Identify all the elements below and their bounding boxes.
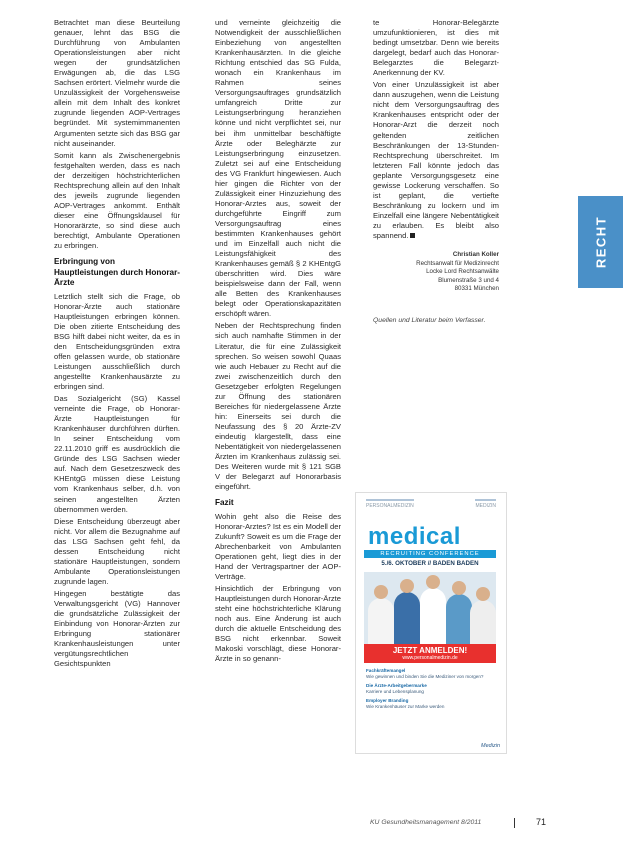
sources-note: Quellen und Literatur beim Verfasser. <box>373 317 486 324</box>
section-heading: Erbringung von Hauptleistungen durch Honorar-Ärzte <box>54 257 180 288</box>
paragraph: te Honorar-Belegärzte umzufunktionieren, ist dies mit bedingt umsetzbar. Denn wie bereits dargelegt, bedarf auch das Honorar-Belegarztes die Belegarzt-Anerkennung der KV. <box>373 18 499 78</box>
footer-divider <box>514 818 515 828</box>
ad-topic-head: Fachkräftemangel <box>366 668 406 673</box>
author-name: Christian Koller <box>452 251 499 259</box>
author-city: 80331 München <box>454 285 499 293</box>
ad-topic-text: Wie gewinnen und binden Sie die Mediziner von morgen? <box>366 674 484 679</box>
ad-date: 5./6. OKTOBER // BADEN BADEN <box>381 560 479 567</box>
ad-title: medical <box>368 523 461 550</box>
list-item <box>366 683 506 695</box>
text-column-3 <box>373 18 499 325</box>
ad-register-button[interactable] <box>364 644 496 663</box>
author-street: Blumenstraße 3 und 4 <box>438 276 499 284</box>
section-tab-label: RECHT <box>593 215 608 269</box>
paragraph: Wohin geht also die Reise des Honorar-Arztes? Ist es ein Modell der Zukunft? Soweit es um die Frage der Abrechenbarkeit von Ambulanten Operationen geht, liegt dies in der Hand der Vertragspartner der AOP-Verträge. <box>215 511 341 581</box>
journal-footer: KU Gesundheitsmanagement 8/2011 <box>370 819 482 826</box>
ad-sponsor-logo: Medizin <box>481 743 500 749</box>
paragraph: Diese Entscheidung überzeugt aber nicht. Vor allem die Bezugnahme auf das LSG Sachsen geht fehl, da dessen Entscheidung nicht stationäre Hauptleistungen, sondern Ambulante Operationsleistungen zugrunde lagen. <box>54 516 180 586</box>
section-heading: Fazit <box>215 498 234 508</box>
ad-logo-left: PERSONALMEDIZIN <box>366 499 414 509</box>
paragraph: Somit kann als Zwischenergebnis festgehalten werden, dass es nach der derzeitigen höchstrichterlichen Rechtsprechung allein auf den Inhalt des jeweils zugrunde liegenden AOP-Vertrages ankommt. Enthält dieser eine Öffnungsklausel für Honorarärzte, so sind diese auch berechtigt, Ambulante Operationen zu erbringen. <box>54 150 180 251</box>
paragraph <box>373 80 499 241</box>
paragraph: Betrachtet man diese Beurteilung genauer, lehnt das BSG die Durchführung von Ambulanten Operationsleistungen aber nicht wegen der grundsätzlichen Erwägungen ab, die das LSG Sachsen erörtert. Vielmehr wurde die Unzulässigkeit der Vorgehensweise allein mit dem Inhalt des konkret zugrunde liegenden AOP-Vertrages begründet. Mit systemimmanenten Argumenten setzte sich das BSG gar nicht auseinander. <box>54 18 180 148</box>
ad-photo <box>364 572 496 644</box>
paragraph-text: Von einer Unzulässigkeit ist aber dann auszugehen, wenn die Leistung nicht dem Versorgungsauftrag des Krankenhauses entspricht oder der Honorar-Arzt die derzeit noch geltenden zeitlichen Beschränkungen der 13-Stunden-Rechtsprechung überschreitet. Im letzteren Fall könnte jedoch das geplante Versorgungsgesetz eine gewisse Lockerung verschaffen. So ist geplant, die vertiefte Beschränkung zu lockern und im Einzelfall eine längere Nebentätigkeit zu erlauben. Es bleibt also spannend. <box>373 80 499 240</box>
page-number: 71 <box>536 817 547 827</box>
person-figure <box>368 598 394 644</box>
text-column-2 <box>215 18 341 666</box>
ad-topic-list <box>366 668 506 710</box>
paragraph: Hingegen bestätigte das Verwaltungsgericht (VG) Hannover die grundsätzliche Zulässigkeit der Einbindung von Honorar-Ärzten zur Erbringung stationärer Krankenhausleistungen unter vergütungsrechtlichen Gesichtspunkten <box>54 588 180 669</box>
person-figure <box>394 592 420 644</box>
ad-topic-head: Die Ärzte-Arbeitgebermarke <box>366 683 427 688</box>
ad-logo-right: MEDIZIN <box>475 499 496 509</box>
paragraph: Letztlich stellt sich die Frage, ob Honorar-Ärzte auch stationäre Hauptleistungen erbringen können. Die oben zitierte Entscheidung des BSG hilft dabei nicht weiter, da es in den Entscheidungsgründen extra offen gelassen wurde, ob stationäre Leistungen ausschließlich durch angestellte Krankenhausärzte zu erbringen sind. <box>54 291 180 391</box>
author-signature <box>373 251 499 294</box>
author-firm: Locke Lord Rechtsanwälte <box>426 268 499 276</box>
ad-topic-head: Employer Branding <box>366 698 409 703</box>
paragraph: Das Sozialgericht (SG) Kassel verneinte die Frage, ob Honorar-Ärzte Hauptleistungen für Krankenhäuser durchführen dürften. In seiner Entscheidung vom 22.11.2010 griff es ausdrücklich die Gründe des LSG Sachsen wieder auf. Nach dem Gesetzeszweck des KHEntgG müssen diese Leistung vom Krankenhaus selber, d.h. von seinen angestellten Ärzten übernommen werden. <box>54 394 180 514</box>
section-tab <box>578 196 623 288</box>
author-title: Rechtsanwalt für Medizinrecht <box>416 259 499 267</box>
end-mark-icon <box>410 233 415 238</box>
advertisement[interactable] <box>355 492 507 754</box>
text-column-1 <box>54 18 180 671</box>
paragraph: und verneinte gleichzeitig die Notwendigkeit der ausschließlichen Einbeziehung von angestellten Krankenhausärzten. In die gleiche Richtung entschied das SG Fulda, wonach ein Krankenhaus im Rahmen seines Versorgungsauftrages grundsätzlich umfangreich Dritte zur Leistungserbringung heranziehen könne und nicht verpflichtet sei, nur bei ihm unmittelbar beschäftigte Ärzte oder Beleghärzte zur Leistungserbringung einzusetzen. Zuletzt sei auf eine Entscheidung des VG Frankfurt hingewiesen. Auch hier gingen die Richter von der Zulässigkeit einer Hinzuziehung des Honorar-Arztes aus, soweit der durchgeführte Eingriff zum Versorgungsauftrag eines bestimmten Krankenhauses gehört und im Einzelfall auch nicht die Leistungsfähigkeit des Krankenhauses gemäß § 2 KHEntgG überschritten wird. Dies wäre beispielsweise dann der Fall, wenn alle Betten des Krankenhauses belegt oder Operationskapazitäten erschöpft wären. <box>215 18 341 319</box>
person-figure <box>446 594 472 644</box>
list-item <box>366 668 506 680</box>
paragraph: Neben der Rechtsprechung finden sich auch namhafte Stimmen in der Literatur, die für eine Zulässigkeit sprechen. So weisen sowohl Quaas wie auch Hebauer zu Recht auf die zwei zwischenzeitlich durch den Gesetzgeber erfolgten Regelungen zur Öffnung des stationären Bereiches für niedergelassene Ärzte hin: Einerseits sei durch die Neufassung des § 20 Ärzte-ZV eindeutig klargestellt, dass eine Nebentätigkeit von niedergelassenen Ärzten im Krankenhaus zulässig sei. Des Weiteren wurde mit § 121 SGB V der Belegarzt auf Honorarbasis eingeführt. <box>215 321 341 492</box>
list-item <box>366 698 506 710</box>
ad-topic-text: Karriere und Lebensplanung <box>366 689 424 694</box>
ad-topic-text: Wie Krankenhäuser zur Marke werden <box>366 704 445 709</box>
ad-subtitle: RECRUITING CONFERENCE <box>364 550 496 558</box>
ad-logos <box>356 493 506 509</box>
paragraph: Hinsichtlich der Erbringung von Hauptleistungen durch Honorar-Ärzte steht eine höchstrichterliche Klärung noch aus. Eine Änderung ist auch durch die aktuelle Entscheidung des BSG nicht erkennbar. Soweit Makoski vorschlägt, diese Honorar-Ärzte in so genann- <box>215 584 341 664</box>
ad-cta-label: JETZT ANMELDEN! <box>392 646 468 655</box>
ad-cta-url[interactable]: www.personalmedizin.de <box>402 655 458 661</box>
person-figure <box>470 600 496 644</box>
person-figure <box>420 588 446 644</box>
